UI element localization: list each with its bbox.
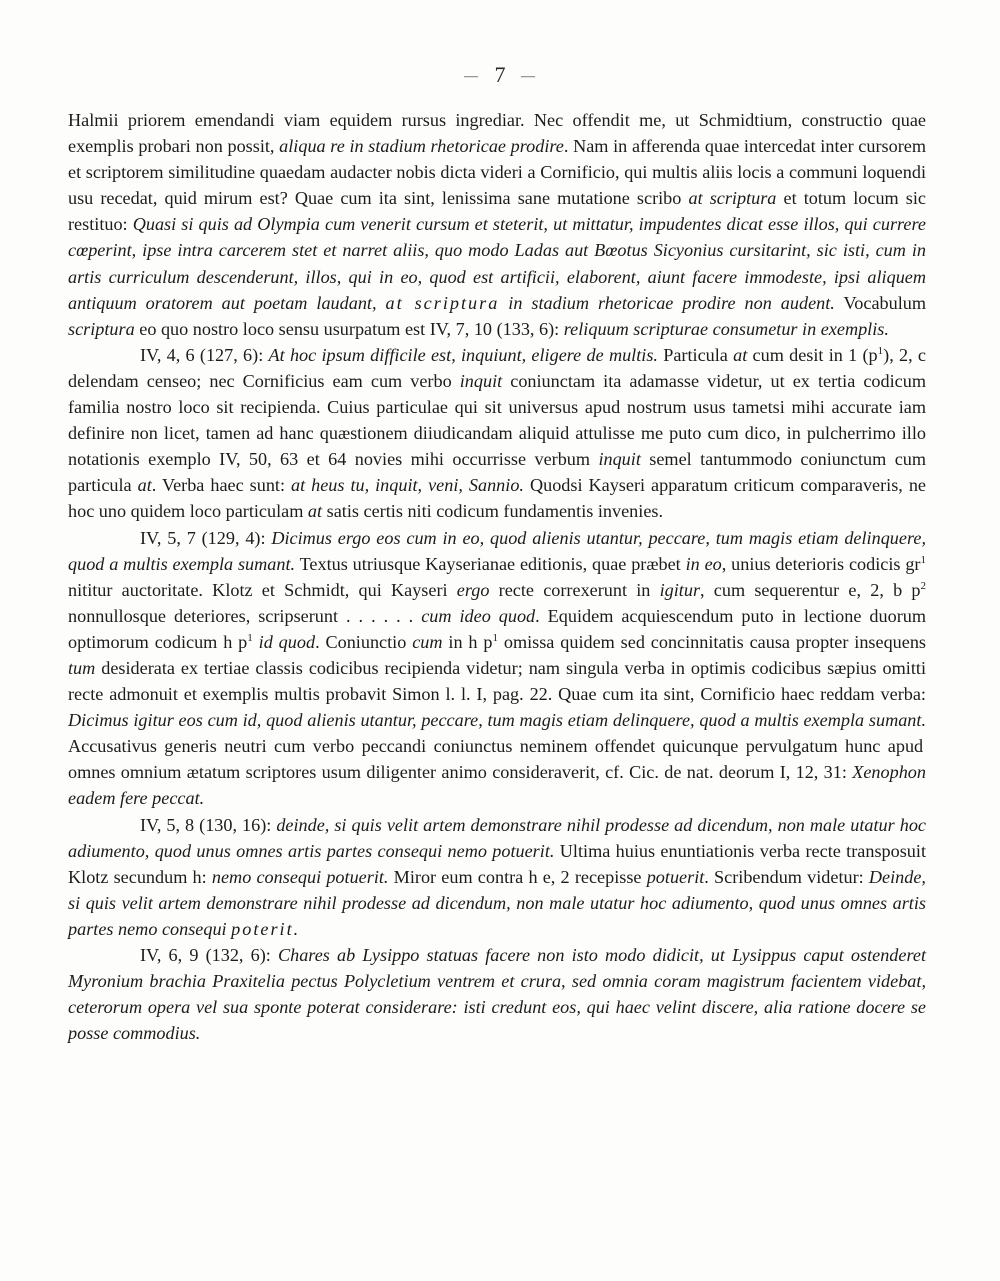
italic-text: cum <box>412 631 443 652</box>
superscript: 1 <box>920 553 926 566</box>
text-run: in h p <box>442 631 493 652</box>
paragraph <box>68 525 926 812</box>
italic-text: at heus tu, inquit, veni, Sannio. <box>291 475 524 496</box>
text-run: . Coniunctio <box>315 631 413 652</box>
italic-text: Dicimus igitur eos cum id, quod alienis utantur, peccare, tum magis etiam delinquere, quod a multis exempla sumant. <box>68 710 926 731</box>
italic-text: Deinde, si quis velit artem demonstrare nihil prodesse ad dicendum, non male utatur hoc adiumento, quod unus omnes artis partes nemo consequi <box>68 866 926 939</box>
italic-text: at scriptura <box>688 188 777 209</box>
italic-text: scriptura <box>68 318 135 339</box>
italic-text: potuerit <box>646 866 705 887</box>
text-run: . Scribendum videtur: <box>704 866 869 887</box>
page-header <box>0 62 1000 90</box>
text-run: nititur auctoritate. Klotz et Schmidt, qui Kayseri <box>68 579 457 600</box>
page-number: 7 <box>494 62 506 87</box>
italic-text: in stadium rhetoricae prodire non audent. <box>499 292 835 313</box>
text-run: , cum sequerentur e, 2, b p <box>700 579 921 600</box>
italic-text: At hoc ipsum difficile est, inquiunt, eligere de multis. <box>268 344 658 365</box>
text-run: IV, 4, 6 (127, 6): <box>140 344 269 365</box>
text-run: IV, 5, 7 (129, 4): <box>140 527 272 548</box>
italic-text: nemo consequi potuerit. <box>211 866 389 887</box>
text-run: eo quo nostro loco sensu usurpatum est IV, 7, 10 (133, 6): <box>134 318 564 339</box>
text-run: nonnullosque deteriores, scripserunt . . . . . . <box>68 605 422 626</box>
text-run: recte correxerunt in <box>489 579 660 600</box>
text-run: semel tantummodo coniunctum cum particula <box>68 449 927 496</box>
italic-text: at scriptura <box>385 292 500 313</box>
italic-text: at <box>733 344 748 365</box>
paragraph <box>68 812 926 942</box>
italic-text: Quasi si quis ad Olympia cum venerit cursum et steterit, ut mittatur, impudentes dicat esse illos, qui currere cœperint, ipse intra carcerem stet et narret aliis, quo modo Ladas aut Bœotus Sicyonius cursitarint, sic isti, cum in artis curriculum descenderunt, illos, qui in eo, quod est artificii, elaborent, aiunt facere immodeste, ipsi aliquem antiquum oratorem aut poetam laudant, <box>68 214 926 313</box>
italic-text: poterit <box>231 918 294 939</box>
italic-text: at <box>137 475 152 496</box>
text-run: cum desit in 1 (p <box>747 344 878 365</box>
paragraph <box>68 107 926 342</box>
italic-text: inquit <box>598 449 641 470</box>
italic-text: in eo <box>685 553 722 574</box>
superscript: 2 <box>920 579 926 592</box>
italic-text: Xenophon eadem fere peccat. <box>68 762 926 809</box>
text-run: coniunctam ita adamasse videtur, ut ex tertia codicum familia nostro loco sit recipienda. Cuius particulae qui sit universus apud nostrum usus tametsi mihi accurate iam definire non licet, tamen ad hanc quæstionem diiudicandam aliquid attulisse me puto cum dico, in pulcherrimo illo notationis exemplo IV, 50, 63 et 64 novies mihi occurrisse verbum <box>68 370 926 470</box>
text-run: desiderata ex tertiae classis codicibus recipienda videtur; nam singula verba in optimis codicibus sæpius omitti recte admonuit et exemplis multis probavit Simon l. l. I, pag. 22. Quae cum ita sint, Cornificio haec reddam verba: <box>68 657 926 705</box>
text-run: . Equidem acquiescendum puto in lectione duorum optimorum codicum h p <box>68 605 926 652</box>
text-run: omissa quidem sed concinnitatis causa propter insequens <box>497 631 926 652</box>
text-run: ), 2, c delendam censeo; nec Cornificius eam cum verbo <box>68 344 926 391</box>
text-run: Quodsi Kayseri apparatum criticum comparaveris, ne hoc uno quidem loco particulam <box>68 475 927 522</box>
paragraph <box>68 342 926 525</box>
text-run: et totum locum sic restituo: <box>68 188 926 235</box>
text-run: . Nam in afferenda quae intercedat inter cursorem et scriptorem similitudine quaedam audacter nobis dicta videri a Cornificio, qui multis aliis locis a communi loquendi usu recedat, quid mirum est? Quae cum ita sint, lenissima sane mutatione scribo <box>68 136 926 209</box>
italic-text: tum <box>68 657 96 678</box>
text-run: Vocabulum <box>834 292 926 313</box>
superscript: 1 <box>877 344 884 357</box>
italic-text: reliquum scripturae consumetur in exemplis. <box>563 318 889 339</box>
ornament-right: — <box>521 68 536 84</box>
text-run: Ultima huius enuntiationis verba recte transposuit Klotz secundum h: <box>68 840 926 887</box>
italic-text: cum ideo quod <box>421 605 536 626</box>
text-run: Miror eum contra h e, 2 recepisse <box>388 866 647 887</box>
text-run: Halmii priorem emendandi viam equidem rursus ingrediar. Nec offendit me, ut Schmidtium, constructio quae exemplis probari non possit, <box>68 110 926 157</box>
paragraph <box>68 942 926 1046</box>
italic-text: Dicimus ergo eos cum in eo, quod alienis utantur, peccare, tum magis etiam delinquere, quod a multis exempla sumant. <box>68 527 926 574</box>
text-run: Textus utriusque Kayserianae editionis, quae præbet <box>295 553 686 574</box>
italic-text: deinde, si quis velit artem demonstrare nihil prodesse ad dicendum, non male utatur hoc adiumento, quod unus omnes artis partes consequi nemo potuerit. <box>68 814 926 861</box>
italic-text: id quod <box>258 631 316 652</box>
text-run: satis certis niti codicum fundamentis invenies. <box>322 501 664 522</box>
italic-text: inquit <box>459 370 503 391</box>
text-run: , unius deterioris codicis gr <box>721 553 921 574</box>
text-run: Accusativus generis neutri cum verbo peccandi coniunctus neminem offendet quicunque pervulgatum hunc apud omnes omnium ætatum scriptores usum diligenter animo consideraverit, cf. Cic. de nat. deorum I, 12, 31: <box>68 736 924 783</box>
text-run: Particula <box>657 344 734 365</box>
text-run: . Verba haec sunt: <box>151 475 291 496</box>
italic-text: aliqua re in stadium rhetoricae prodire <box>279 136 564 157</box>
italic-text: Chares ab Lysippo statuas facere non isto modo didicit, ut Lysippus caput ostenderet Myronium brachia Praxitelia pectus Polycletium ventrem et crura, sed omnia coram magistrum facientem videbat, ceterorum opera vel sua sponte poterat considerare: isti credunt eos, qui haec velint discere, alia ratione docere se posse commodius. <box>68 945 926 1044</box>
italic-text: igitur <box>659 579 701 600</box>
text-run: IV, 5, 8 (130, 16): <box>140 814 277 835</box>
body-text <box>68 107 926 1046</box>
italic-text: . <box>293 918 299 939</box>
ornament-left: — <box>464 68 479 84</box>
text-run: IV, 6, 9 (132, 6): <box>140 945 278 965</box>
superscript: 1 <box>247 631 253 644</box>
italic-text: ergo <box>456 579 490 600</box>
italic-text: at <box>307 501 323 522</box>
superscript: 1 <box>492 631 498 644</box>
